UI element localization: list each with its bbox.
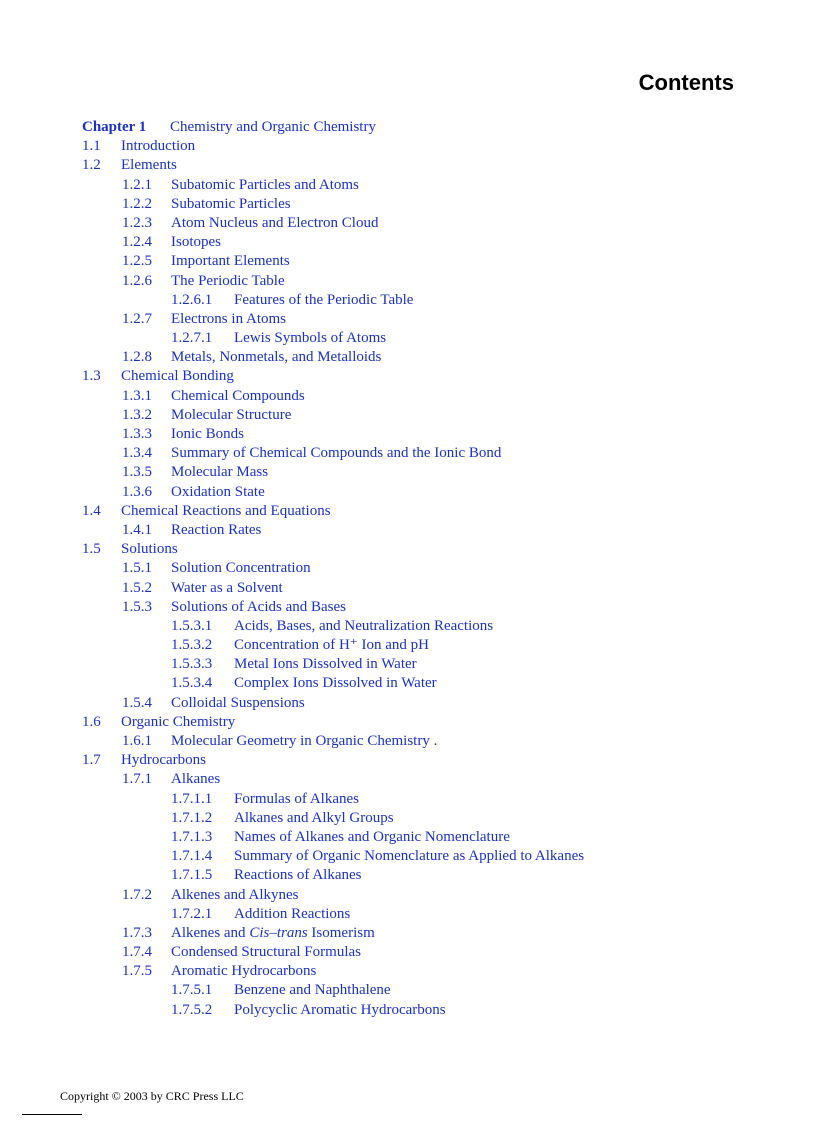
toc-entry-number[interactable]: 1.3.6: [122, 483, 152, 500]
toc-entry-title[interactable]: Alkenes and Alkynes: [171, 886, 299, 903]
toc-entry-title[interactable]: Subatomic Particles: [171, 195, 291, 212]
toc-entry-number[interactable]: 1.7.3: [122, 924, 152, 941]
toc-entry-1-7-3: [82, 924, 782, 943]
toc-entry-1-3-6: [82, 483, 782, 502]
toc-entry-title[interactable]: Oxidation State: [171, 483, 265, 500]
toc-entry-1-3-4: [82, 444, 782, 463]
toc-entry-number[interactable]: 1.2.1: [122, 176, 152, 193]
toc-entry-number[interactable]: 1.3.3: [122, 426, 152, 442]
toc-entry-1-7-1-1: [82, 790, 782, 809]
toc-entry-1-2-7: [82, 310, 782, 329]
toc-entry-1-5-3-3: [82, 655, 782, 674]
toc-entry-1-7-4: [82, 943, 782, 962]
toc-entry-1-2-5: [82, 252, 782, 271]
toc-entry-1-2: [82, 156, 782, 175]
toc-entry-title[interactable]: Molecular Mass: [171, 464, 269, 481]
toc-entry-number[interactable]: 1.7.1.2: [171, 809, 213, 826]
toc-entry-title[interactable]: Important Elements: [171, 253, 290, 270]
toc-entry-number[interactable]: 1.7.1.3: [171, 828, 213, 845]
toc-entry-title[interactable]: Benzene and Naphthalene: [234, 982, 391, 999]
toc-entry-title[interactable]: Acids, Bases, and Neutralization Reactions: [234, 617, 494, 634]
toc-entry-1-3-1: [82, 387, 782, 406]
toc-entry-title[interactable]: Reaction Rates: [171, 521, 262, 538]
toc-entry-1-2-3: [82, 214, 782, 233]
toc-entry-1-3-5: [82, 463, 782, 482]
toc-entry-title[interactable]: Electrons in Atoms: [171, 310, 286, 327]
toc-entry-title[interactable]: Alkenes and Cis–trans Isomerism: [171, 924, 375, 941]
toc-entry-1-5: [82, 540, 782, 559]
toc-entry-title[interactable]: Subatomic Particles and Atoms: [171, 176, 359, 193]
toc-entry-title[interactable]: Summary of Chemical Compounds and the Ionic Bond: [171, 445, 502, 462]
toc-entry-1-7-5: [82, 962, 782, 981]
toc-entry-title[interactable]: Isotopes: [171, 234, 221, 251]
toc-entry-title[interactable]: Metals, Nonmetals, and Metalloids: [171, 349, 382, 366]
toc-entry-number[interactable]: 1.7.1.5: [171, 867, 213, 884]
toc-entry-title[interactable]: Alkanes: [171, 771, 221, 788]
toc-entry-number[interactable]: 1.2.8: [122, 349, 152, 366]
toc-entry-title[interactable]: Concentration of H⁺ Ion and pH: [234, 637, 429, 654]
toc-entry-title[interactable]: Summary of Organic Nomenclature as Applied to Alkanes: [234, 848, 585, 865]
toc-entry-title[interactable]: Water as a Solvent: [171, 579, 283, 596]
toc-chapter-row: [82, 118, 782, 137]
toc-entry-1-2-6: [82, 272, 782, 291]
toc-entry-title[interactable]: Introduction: [121, 138, 196, 155]
toc-chapter-title[interactable]: Chemistry and Organic Chemistry: [170, 119, 376, 135]
toc-entry-title[interactable]: Chemical Bonding: [121, 368, 234, 385]
toc-entry-number[interactable]: 1.6.1: [122, 733, 152, 749]
copyright-footer: Copyright © 2003 by CRC Press LLC: [60, 1089, 244, 1103]
toc-entry-number[interactable]: 1.2.4: [122, 234, 152, 251]
toc-entry-number[interactable]: 1.7.1.1: [171, 790, 213, 807]
toc-entry-number[interactable]: 1.2: [82, 157, 101, 174]
toc-entry-number[interactable]: 1.5.3.1: [171, 617, 213, 634]
toc-entry-1-3-3: [82, 425, 782, 444]
toc-entry-title[interactable]: The Periodic Table: [171, 272, 285, 289]
toc-entry-number[interactable]: 1.2.3: [122, 214, 152, 231]
toc-entry-1-7-1-5: [82, 866, 782, 885]
toc-entries: [82, 137, 782, 1020]
page-title: Contents: [638, 70, 734, 95]
toc-entry-title[interactable]: Names of Alkanes and Organic Nomenclature: [234, 828, 510, 845]
toc-entry-1-4: [82, 502, 782, 521]
toc-entry-1-1: [82, 137, 782, 156]
toc-entry-number[interactable]: 1.5.3.4: [171, 675, 213, 692]
toc-entry-number[interactable]: 1.5.1: [122, 560, 152, 577]
toc-entry-number[interactable]: 1.4.1: [122, 521, 152, 538]
toc-entry-number[interactable]: 1.5.3: [122, 598, 152, 615]
toc-entry-1-2-4: [82, 233, 782, 252]
toc-entry-number[interactable]: 1.2.2: [122, 195, 152, 212]
toc-entry-title[interactable]: Formulas of Alkanes: [234, 790, 359, 807]
toc-entry-number[interactable]: 1.6: [82, 713, 101, 730]
toc-entry-title[interactable]: Reactions of Alkanes: [234, 867, 362, 884]
toc-entry-title[interactable]: Addition Reactions: [234, 905, 351, 922]
toc-entry-title[interactable]: Alkanes and Alkyl Groups: [234, 809, 394, 826]
toc-entry-number[interactable]: 1.7.5.2: [171, 1001, 213, 1018]
footer-rule: [22, 1114, 82, 1115]
toc-entry-1-5-3: [82, 598, 782, 617]
toc-entry-1-5-3-2: [82, 636, 782, 655]
toc-entry-title[interactable]: Colloidal Suspensions: [171, 694, 305, 711]
toc-entry-title[interactable]: Atom Nucleus and Electron Cloud: [171, 214, 379, 231]
toc-entry-1-7-2: [82, 886, 782, 905]
toc-entry-number[interactable]: 1.5.3.2: [171, 637, 213, 654]
toc-entry-number[interactable]: 1.7.2: [122, 886, 152, 903]
toc-entry-1-5-4: [82, 694, 782, 713]
toc-entry-number[interactable]: 1.3.2: [122, 406, 152, 423]
toc-entry-title[interactable]: Lewis Symbols of Atoms: [234, 330, 387, 347]
toc-entry-1-7-5-1: [82, 981, 782, 1000]
toc-entry-title[interactable]: Ionic Bonds: [171, 426, 244, 442]
toc-entry-number[interactable]: 1.7.2.1: [171, 905, 213, 922]
toc-entry-1-5-1: [82, 559, 782, 578]
toc-entry-title[interactable]: Condensed Structural Formulas: [171, 944, 361, 961]
toc-entry-title[interactable]: Metal Ions Dissolved in Water: [234, 656, 417, 673]
toc-entry-number[interactable]: 1.7: [82, 752, 101, 769]
toc-entry-1-6: [82, 713, 782, 732]
toc-entry-1-6-1: [82, 732, 782, 751]
toc-entry-title[interactable]: Complex Ions Dissolved in Water: [234, 675, 437, 692]
toc-entry-title[interactable]: Elements: [121, 157, 177, 174]
toc-entry-number[interactable]: 1.7.5: [122, 963, 152, 980]
toc-entry-title[interactable]: Organic Chemistry: [121, 713, 236, 730]
toc-chapter-number[interactable]: Chapter 1: [82, 119, 147, 135]
toc-entry-title[interactable]: Hydrocarbons: [121, 752, 206, 769]
toc-entry-number[interactable]: 1.7.1: [122, 771, 152, 788]
toc-entry-number[interactable]: 1.2.6: [122, 272, 152, 289]
toc-entry-1-4-1: [82, 521, 782, 540]
toc-entry-1-7-2-1: [82, 905, 782, 924]
toc-entry-1-5-3-1: [82, 617, 782, 636]
toc-entry-1-2-2: [82, 195, 782, 214]
toc-entry-1-2-7-1: [82, 329, 782, 348]
toc-entry-1-7-1: [82, 770, 782, 789]
toc-entry-number[interactable]: 1.2.7: [122, 310, 152, 327]
toc-entry-number[interactable]: 1.7.4: [122, 944, 152, 961]
toc-entry-number[interactable]: 1.2.5: [122, 253, 152, 270]
toc-entry-number[interactable]: 1.5.2: [122, 579, 152, 596]
toc-entry-number[interactable]: 1.7.1.4: [171, 848, 213, 865]
toc-entry-number[interactable]: 1.3.1: [122, 387, 152, 404]
toc-entry-title[interactable]: Solutions: [121, 541, 178, 558]
toc-entry-number[interactable]: 1.3.4: [122, 445, 152, 462]
toc-entry-1-3-2: [82, 406, 782, 425]
toc-entry-title[interactable]: Chemical Compounds: [171, 387, 305, 404]
toc-entry-1-7: [82, 751, 782, 770]
toc-entry-title[interactable]: Aromatic Hydrocarbons: [171, 963, 317, 980]
toc-entry-number[interactable]: 1.2.6.1: [171, 291, 213, 308]
toc-entry-1-7-5-2: [82, 1001, 782, 1020]
toc-entry-1-3: [82, 367, 782, 386]
toc-entry-number[interactable]: 1.4: [82, 502, 101, 519]
toc-entry-title[interactable]: Molecular Geometry in Organic Chemistry .: [171, 733, 438, 749]
toc-entry-1-7-1-3: [82, 828, 782, 847]
toc-entry-1-5-3-4: [82, 674, 782, 693]
toc-entry-1-2-1: [82, 176, 782, 195]
toc-entry-number[interactable]: 1.5.3.3: [171, 656, 213, 673]
toc-entry-title[interactable]: Features of the Periodic Table: [234, 291, 414, 308]
toc-entry-1-7-1-4: [82, 847, 782, 866]
toc-entry-1-5-2: [82, 579, 782, 598]
toc-entry-title[interactable]: Molecular Structure: [171, 406, 292, 423]
toc-entry-number[interactable]: 1.3: [82, 368, 101, 385]
toc-entry-number[interactable]: 1.5.4: [122, 694, 152, 711]
toc-entry-title[interactable]: Chemical Reactions and Equations: [121, 502, 331, 519]
toc-entry-number[interactable]: 1.7.5.1: [171, 982, 213, 999]
toc-entry-number[interactable]: 1.1: [82, 138, 101, 155]
toc-entry-title[interactable]: Solutions of Acids and Bases: [171, 598, 346, 615]
table-of-contents: [82, 118, 782, 1020]
toc-entry-title[interactable]: Solution Concentration: [171, 560, 311, 577]
toc-entry-number[interactable]: 1.5: [82, 541, 101, 558]
toc-entry-1-2-6-1: [82, 291, 782, 310]
toc-entry-1-7-1-2: [82, 809, 782, 828]
toc-entry-1-2-8: [82, 348, 782, 367]
toc-entry-number[interactable]: 1.3.5: [122, 464, 152, 481]
toc-entry-title[interactable]: Polycyclic Aromatic Hydrocarbons: [234, 1001, 446, 1018]
toc-entry-number[interactable]: 1.2.7.1: [171, 330, 213, 347]
